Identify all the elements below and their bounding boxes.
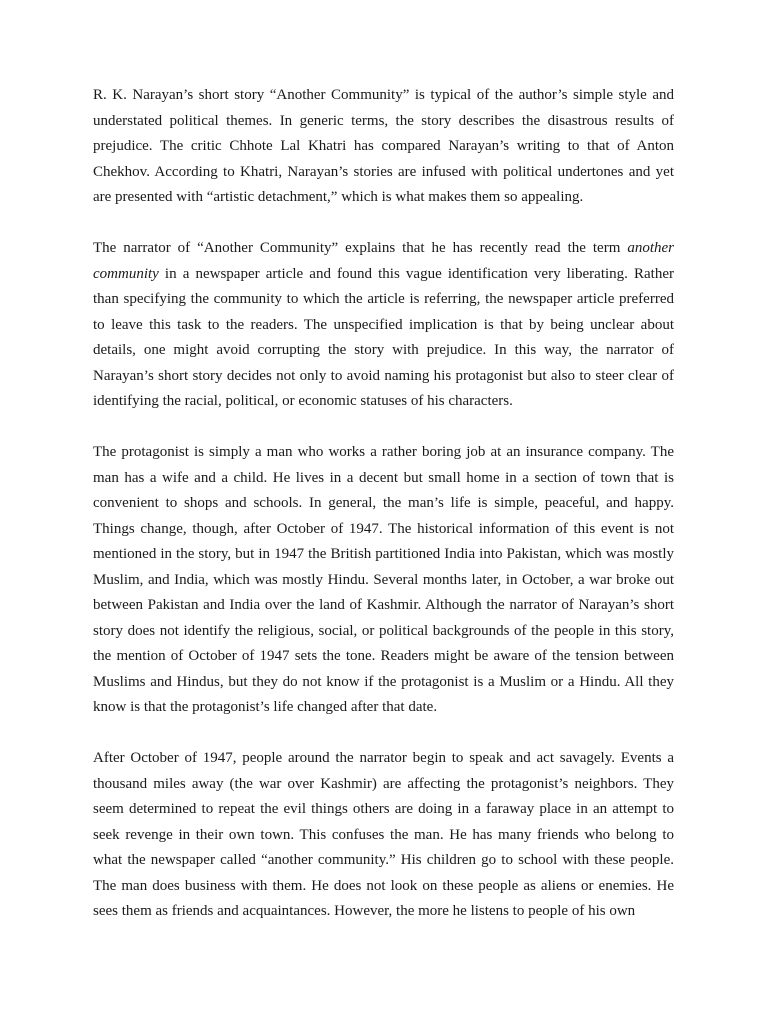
paragraph-2-text-b: in a newspaper article and found this vague identification very liberating. Rather than specifying the community to which the article is referring, the newspaper article preferred to leave this task to the readers. The unspecified implication is that by being unclear about details, one might avoid corrupting the story with prejudice. In this way, the narrator of Narayan’s short story decides not only to avoid naming his protagonist but also to steer clear of identifying the racial, political, or economic statuses of his characters. <box>93 265 674 409</box>
paragraph-3-text: The protagonist is simply a man who works a rather boring job at an insurance company. The man has a wife and a child. He lives in a decent but small home in a section of town that is convenient to shops and schools. In general, the man’s life is simple, peaceful, and happy. Things change, though, after October of 1947. The historical information of this event is not mentioned in the story, but in 1947 the British partitioned India into Pakistan, which was mostly Muslim, and India, which was mostly Hindu. Several months later, in October, a war broke out between Pakistan and India over the land of Kashmir. Although the narrator of Narayan’s short story does not identify the religious, social, or political backgrounds of the people in this story, the mention of October of 1947 sets the tone. Readers might be aware of the tension between Muslims and Hindus, but they do not know if the protagonist is a Muslim or a Hindu. All they know is that the protagonist’s life changed after that date. <box>93 444 674 715</box>
paragraph-2-italic-term: another community <box>93 240 674 282</box>
paragraph-2 <box>93 236 674 415</box>
paragraph-1-text: R. K. Narayan’s short story “Another Community” is typical of the author’s simple style and understated political themes. In generic terms, the story describes the disastrous results of prejudice. The critic Chhote Lal Khatri has compared Narayan’s writing to that of Anton Chekhov. According to Khatri, Narayan’s stories are infused with political undertones and yet are presented with “artistic detachment,” which is what makes them so appealing. <box>93 87 674 205</box>
paragraph-4 <box>93 746 674 925</box>
paragraph-2-text-a: The narrator of “Another Community” explains that he has recently read the term <box>93 240 628 256</box>
paragraph-4-text: After October of 1947, people around the narrator begin to speak and act savagely. Events a thousand miles away (the war over Kashmir) are affecting the protagonist’s neighbors. They seem determined to repeat the evil things others are doing in a faraway place in an attempt to seek revenge in their own town. This confuses the man. He has many friends who belong to what the newspaper called “another community.” His children go to school with these people. The man does business with them. He does not look on these people as aliens or enemies. He sees them as friends and acquaintances. However, the more he listens to people of his own <box>93 750 674 919</box>
paragraph-3 <box>93 440 674 721</box>
paragraph-1 <box>93 83 674 211</box>
document-body <box>93 83 674 950</box>
